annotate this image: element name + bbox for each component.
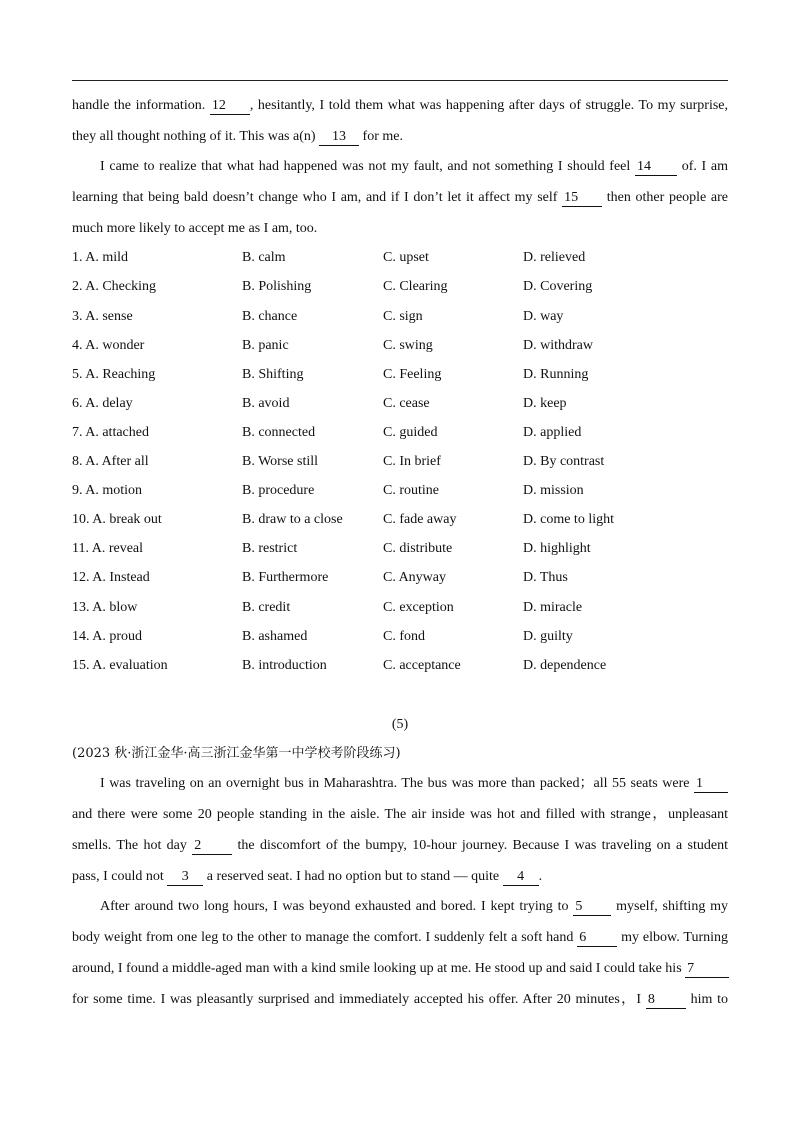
option-a[interactable]: 9. A. motion: [72, 483, 143, 498]
blank-6[interactable]: 6: [577, 930, 617, 947]
option-b[interactable]: B. restrict: [242, 541, 298, 556]
blank-5[interactable]: 5: [573, 899, 611, 916]
text-run: handle the information.: [72, 98, 206, 113]
text-run: then other people are: [606, 190, 729, 205]
option-d[interactable]: D. way: [523, 309, 564, 324]
option-b[interactable]: B. procedure: [242, 483, 315, 498]
option-a[interactable]: 11. A. reveal: [72, 541, 144, 556]
option-d[interactable]: D. applied: [523, 425, 582, 440]
option-row: [72, 423, 728, 443]
option-b[interactable]: B. draw to a close: [242, 512, 343, 527]
option-row: [72, 365, 728, 385]
text-run: smells. The hot day: [72, 838, 187, 853]
text-run: After around two long hours, I was beyond exhausted and bored. I kept trying to: [100, 899, 569, 914]
option-c[interactable]: C. fond: [383, 629, 425, 644]
option-d[interactable]: D. guilty: [523, 629, 573, 644]
blank-15[interactable]: 15: [562, 190, 602, 207]
passage-line: much more likely to accept me as I am, too.: [72, 221, 318, 236]
text-run: pass, I could not: [72, 869, 164, 884]
text-run: I came to realize that what had happened was not my fault, and not something I should feel: [100, 159, 631, 174]
option-row: [72, 598, 728, 618]
option-d[interactable]: D. come to light: [523, 512, 614, 527]
option-d[interactable]: D. mission: [523, 483, 584, 498]
option-c[interactable]: C. routine: [383, 483, 439, 498]
option-b[interactable]: B. Worse still: [242, 454, 319, 469]
text-run: a reserved seat. I had no option but to stand — quite: [206, 869, 500, 884]
option-d[interactable]: D. relieved: [523, 250, 586, 265]
option-a[interactable]: 3. A. sense: [72, 309, 133, 324]
passage-line: [72, 867, 728, 887]
option-d[interactable]: D. withdraw: [523, 338, 593, 353]
option-row: [72, 510, 728, 530]
option-b[interactable]: B. ashamed: [242, 629, 308, 644]
option-c[interactable]: C. guided: [383, 425, 438, 440]
option-c[interactable]: C. Feeling: [383, 367, 442, 382]
option-a[interactable]: 13. A. blow: [72, 600, 138, 615]
option-b[interactable]: B. Polishing: [242, 279, 312, 294]
passage-line: [72, 928, 728, 948]
option-a[interactable]: 2. A. Checking: [72, 279, 156, 294]
option-a[interactable]: 5. A. Reaching: [72, 367, 156, 382]
text-run: the discomfort of the bumpy, 10-hour journey. Because I was traveling on a student: [237, 838, 728, 853]
source-note: (2023 秋·浙江金华·高三浙江金华第一中学校考阶段练习): [72, 746, 401, 761]
passage-line: [100, 774, 728, 794]
option-row: [72, 656, 728, 676]
passage-line: [72, 188, 728, 208]
option-row: [72, 452, 728, 472]
option-c[interactable]: C. exception: [383, 600, 454, 615]
passage-line: [72, 96, 728, 116]
blank-4[interactable]: 4: [503, 869, 539, 886]
option-d[interactable]: D. Running: [523, 367, 589, 382]
option-row: [72, 539, 728, 559]
blank-13[interactable]: 13: [319, 129, 359, 146]
text-run: for some time. I was pleasantly surprised and immediately accepted his offer. After 20 minutes，I: [72, 992, 642, 1007]
text-run: for me.: [362, 129, 403, 144]
option-b[interactable]: B. connected: [242, 425, 316, 440]
text-run: learning that being bald doesn’t change who I am, and if I don’t let it affect my self: [72, 190, 558, 205]
option-a[interactable]: 14. A. proud: [72, 629, 142, 644]
option-b[interactable]: B. credit: [242, 600, 291, 615]
option-a[interactable]: 8. A. After all: [72, 454, 149, 469]
text-run: of. I am: [681, 159, 729, 174]
option-a[interactable]: 15. A. evaluation: [72, 658, 168, 673]
text-run: myself, shifting my: [616, 899, 729, 914]
text-run: around, I found a middle-aged man with a kind smile looking up at me. He stood up and said I could take his: [72, 961, 682, 976]
option-b[interactable]: B. panic: [242, 338, 289, 353]
text-run: .: [538, 869, 543, 884]
option-b[interactable]: B. Furthermore: [242, 570, 329, 585]
option-c[interactable]: C. sign: [383, 309, 423, 324]
option-row: [72, 568, 728, 588]
option-d[interactable]: D. highlight: [523, 541, 591, 556]
option-c[interactable]: C. fade away: [383, 512, 457, 527]
option-c[interactable]: C. upset: [383, 250, 429, 265]
option-c[interactable]: C. Anyway: [383, 570, 446, 585]
option-row: [72, 336, 728, 356]
option-c[interactable]: C. Clearing: [383, 279, 448, 294]
option-d[interactable]: D. keep: [523, 396, 567, 411]
option-d[interactable]: D. Thus: [523, 570, 568, 585]
blank-8[interactable]: 8: [646, 992, 686, 1009]
option-row: [72, 248, 728, 268]
blank-14[interactable]: 14: [635, 159, 677, 176]
blank-7[interactable]: 7: [685, 961, 729, 978]
passage-line: [72, 127, 728, 147]
passage-line: and there were some 20 people standing in the aisle. The air inside was hot and filled with strange，unpleasant: [72, 807, 728, 822]
option-c[interactable]: C. cease: [383, 396, 430, 411]
option-d[interactable]: D. By contrast: [523, 454, 605, 469]
blank-2[interactable]: 2: [192, 838, 232, 855]
blank-12[interactable]: 12: [210, 98, 250, 115]
option-a[interactable]: 4. A. wonder: [72, 338, 145, 353]
option-row: [72, 307, 728, 327]
option-b[interactable]: B. Shifting: [242, 367, 304, 382]
section-number: (5): [391, 717, 409, 732]
option-b[interactable]: B. introduction: [242, 658, 327, 673]
text-run: my elbow. Turning: [621, 930, 728, 945]
text-run: him to: [690, 992, 729, 1007]
passage-line: [100, 897, 728, 917]
text-run: they all thought nothing of it. This was a(n): [72, 129, 316, 144]
passage-line: [72, 990, 728, 1010]
passage-line: [72, 836, 728, 856]
option-a[interactable]: 6. A. delay: [72, 396, 133, 411]
option-d[interactable]: D. dependence: [523, 658, 607, 673]
option-row: [72, 481, 728, 501]
passage-line: [100, 157, 728, 177]
option-b[interactable]: B. calm: [242, 250, 286, 265]
option-d[interactable]: D. Covering: [523, 279, 593, 294]
option-c[interactable]: C. swing: [383, 338, 433, 353]
option-c[interactable]: C. acceptance: [383, 658, 461, 673]
passage-line: [72, 959, 728, 979]
option-c[interactable]: C. In brief: [383, 454, 441, 469]
text-run: body weight from one leg to the other to manage the comfort. I suddenly felt a soft hand: [72, 930, 574, 945]
option-d[interactable]: D. miracle: [523, 600, 583, 615]
blank-3[interactable]: 3: [167, 869, 203, 886]
option-b[interactable]: B. avoid: [242, 396, 290, 411]
option-c[interactable]: C. distribute: [383, 541, 453, 556]
header-rule: [72, 80, 728, 81]
blank-1[interactable]: 1: [694, 776, 728, 793]
text-run: I was traveling on an overnight bus in Maharashtra. The bus was more than packed；all 55 seats were: [100, 776, 690, 791]
option-row: [72, 394, 728, 414]
option-a[interactable]: 12. A. Instead: [72, 570, 150, 585]
text-run: , hesitantly, I told them what was happening after days of struggle. To my surprise,: [249, 98, 728, 113]
option-a[interactable]: 10. A. break out: [72, 512, 162, 527]
option-row: [72, 277, 728, 297]
option-a[interactable]: 7. A. attached: [72, 425, 149, 440]
option-row: [72, 627, 728, 647]
option-b[interactable]: B. chance: [242, 309, 298, 324]
option-a[interactable]: 1. A. mild: [72, 250, 129, 265]
